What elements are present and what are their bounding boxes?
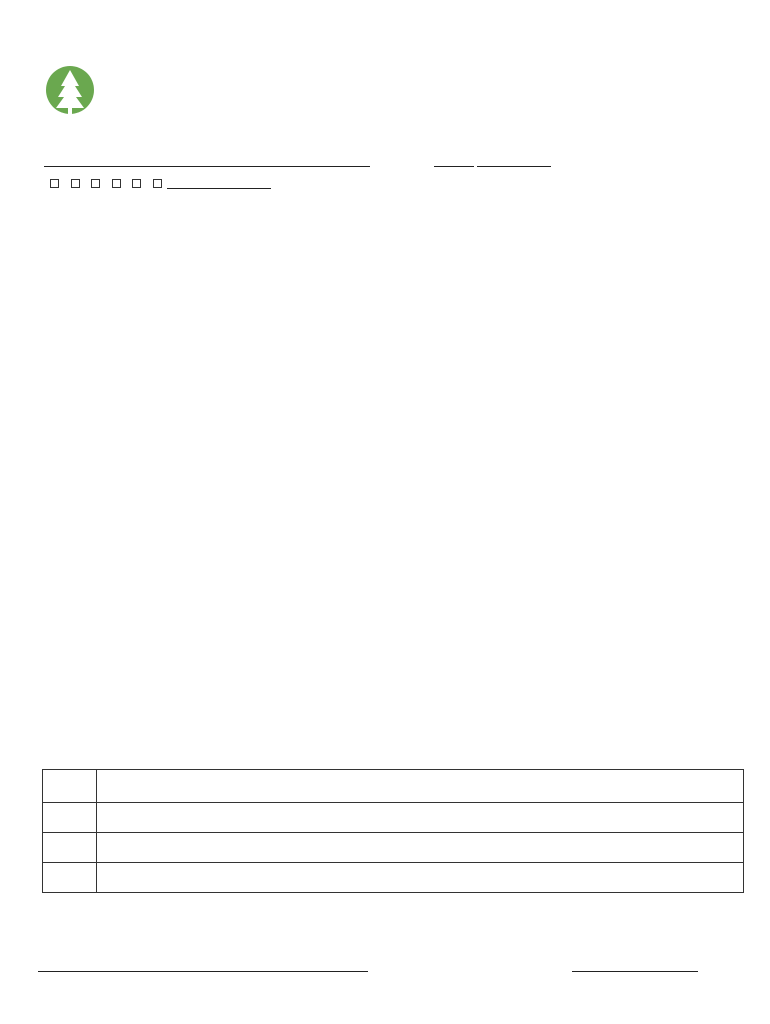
structure-row xyxy=(44,178,271,189)
zone-a-header xyxy=(423,294,453,314)
other-checkbox[interactable] xyxy=(153,179,162,188)
zone-a0-header xyxy=(393,294,423,314)
sfr-checkbox[interactable] xyxy=(50,179,59,188)
permit-field-1[interactable] xyxy=(434,156,474,167)
result-row-a xyxy=(43,770,744,803)
screening-table-top xyxy=(42,294,744,314)
address-row xyxy=(44,156,370,167)
detached-garage-checkbox[interactable] xyxy=(71,179,80,188)
permit-row xyxy=(434,156,551,167)
reviewed-by-row xyxy=(38,961,368,972)
result-row-d xyxy=(43,863,744,893)
reviewed-by-field[interactable] xyxy=(38,961,368,972)
zone-ah-header xyxy=(363,294,393,314)
results-table xyxy=(42,769,744,893)
rd-bldg-checkbox[interactable] xyxy=(132,179,141,188)
other-field[interactable] xyxy=(167,178,271,189)
industrial-use-checkbox[interactable] xyxy=(112,179,121,188)
palo-alto-tree-logo xyxy=(42,44,98,136)
zone-ae-header xyxy=(333,294,363,314)
address-field[interactable] xyxy=(44,156,370,167)
result-row-b xyxy=(43,803,744,833)
date-field[interactable] xyxy=(572,961,698,972)
permit-field-2[interactable] xyxy=(477,156,551,167)
date-row xyxy=(572,961,698,972)
result-row-c xyxy=(43,833,744,863)
commercial-office-checkbox[interactable] xyxy=(91,179,100,188)
zone-header-row xyxy=(42,294,744,314)
